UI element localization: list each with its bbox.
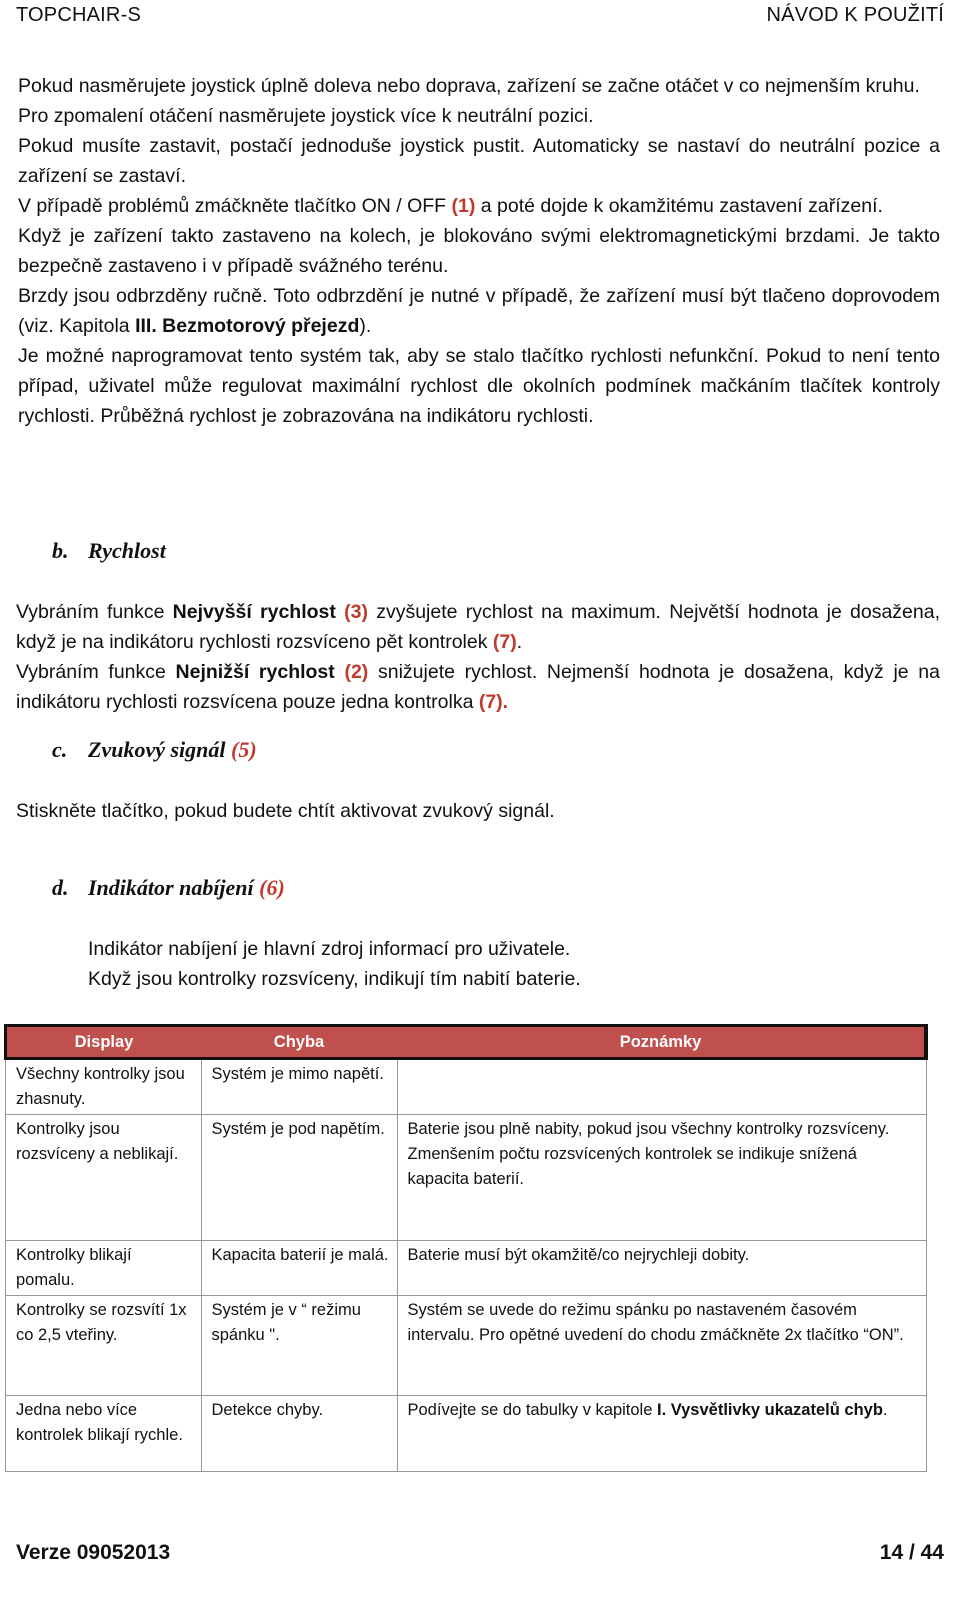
section-b-letter: b. — [52, 538, 69, 563]
header-doc-title: NÁVOD K POUŽITÍ — [766, 3, 944, 26]
section-d-title: Indikátor nabíjení — [88, 875, 260, 900]
cell-notes — [397, 1396, 926, 1472]
table-row — [6, 1059, 927, 1115]
intro-p4-text-b: a poté dojde k okamžitému zastavení zařízení. — [475, 195, 883, 217]
text: . — [516, 631, 523, 653]
lowest-speed-label: Nejnižší rychlost — [175, 661, 335, 683]
cell-error: Kapacita baterií je malá. — [201, 1241, 397, 1296]
text: zvyšujete rychlost na maximum. Největší hodnota je dosažena, když je na indikátoru rychlosti rozsvíceno pět kontrolek — [16, 601, 941, 653]
chapter-reference: III. Bezmotorový přejezd — [135, 315, 360, 337]
highest-speed-label: Nejvyšší rychlost — [172, 601, 336, 623]
note-line: Baterie jsou plně nabity, pokud jsou všechny kontrolky rozsvíceny. — [407, 1120, 890, 1138]
intro-paragraph-3: Pokud musíte zastavit, postačí jednoduše joystick pustit. Automaticky se nastaví do neutrální pozice a zařízení se zastaví. — [18, 135, 940, 187]
table-row — [6, 1396, 927, 1472]
cell-error: Systém je pod napětím. — [201, 1115, 397, 1241]
section-c-paragraph: Stiskněte tlačítko, pokud budete chtít aktivovat zvukový signál. — [16, 800, 555, 822]
cell-error: Detekce chyby. — [201, 1396, 397, 1472]
section-b-paragraph-1 — [16, 597, 940, 657]
section-d-heading — [52, 875, 285, 901]
note-line: Zmenšením počtu rozsvícených kontrolek se indikuje snížená kapacita baterií. — [407, 1145, 857, 1188]
intro-p6-text-b: ). — [359, 315, 372, 337]
table-row — [6, 1296, 927, 1396]
intro-p4-text-a: V případě problémů zmáčkněte tlačítko ON / OFF — [18, 195, 452, 217]
section-b-body — [16, 597, 940, 717]
table-header-error: Chyba — [201, 1026, 397, 1059]
section-c-heading — [52, 737, 257, 763]
intro-paragraph-6 — [18, 281, 940, 341]
text: Vybráním funkce — [16, 661, 176, 683]
ref-number-1: (1) — [451, 195, 476, 217]
header-product: TOPCHAIR-S — [16, 3, 141, 26]
cell-display: Jedna nebo více kontrolek blikají rychle. — [6, 1396, 202, 1472]
cell-error: Systém je v “ režimu spánku ". — [201, 1296, 397, 1396]
error-chapter-reference: I. Vysvětlivky ukazatelů chyb — [656, 1401, 883, 1419]
table-header-notes: Poznámky — [397, 1026, 926, 1059]
table-row — [6, 1241, 927, 1296]
cell-display: Kontrolky blikají pomalu. — [6, 1241, 202, 1296]
intro-paragraph-4 — [18, 191, 940, 221]
cell-notes: Systém se uvede do režimu spánku po nastaveném časovém intervalu. Pro opětné uvedení do chodu zmáčkněte 2x tlačítko “ON”. — [397, 1296, 926, 1396]
cell-notes: Baterie musí být okamžitě/co nejrychleji dobity. — [397, 1241, 926, 1296]
text: snižujete rychlost. Nejmenší hodnota je dosažena, když je na indikátoru rychlosti rozsvícena pouze jedna kontrolka — [16, 661, 940, 713]
charge-indicator-table — [4, 1024, 928, 1472]
intro-p6-text-a: Brzdy jsou odbrzděny ručně. Toto odbrzdění je nutné v případě, že zařízení musí být tlačeno doprovodem (viz. Kapitola — [18, 285, 940, 337]
intro-paragraph-7: Je možné naprogramovat tento systém tak, aby se stalo tlačítko rychlosti nefunkční. Pokud to není tento případ, uživatel může regulovat maximální rychlost dle okolních podmínek mačkáním tlačítek kontroly rychlosti. Průběžná rychlost je zobrazována na indikátoru rychlosti. — [18, 345, 940, 427]
ref-number-3: (3) — [344, 601, 368, 623]
ref-number-6: (6) — [259, 875, 285, 900]
cell-notes — [397, 1115, 926, 1241]
cell-error: Systém je mimo napětí. — [201, 1059, 397, 1115]
cell-display: Kontrolky jsou rozsvíceny a neblikají. — [6, 1115, 202, 1241]
section-d-line-1: Indikátor nabíjení je hlavní zdroj informací pro uživatele. — [88, 938, 571, 960]
table-row — [6, 1115, 927, 1241]
section-c-letter: c. — [52, 737, 68, 762]
intro-paragraph-2: Pro zpomalení otáčení nasměrujete joystick více k neutrální pozici. — [18, 105, 594, 127]
cell-display: Kontrolky se rozsvítí 1x co 2,5 vteřiny. — [6, 1296, 202, 1396]
table-header-display: Display — [6, 1026, 202, 1059]
page-header — [16, 2, 944, 28]
section-c-title: Zvukový signál — [88, 737, 231, 762]
section-c-body — [16, 796, 938, 826]
section-d-line-2: Když jsou kontrolky rozsvíceny, indikují tím nabití baterie. — [88, 968, 581, 990]
text: Podívejte se do tabulky v kapitole — [407, 1401, 657, 1419]
intro-section — [18, 71, 940, 431]
section-d-body — [88, 934, 581, 994]
page-footer — [16, 1538, 944, 1568]
ref-number-7b: (7). — [478, 691, 509, 713]
intro-paragraph-1: Pokud nasměrujete joystick úplně doleva nebo doprava, zařízení se začne otáčet v co nejmenším kruhu. — [18, 75, 920, 97]
text: Vybráním funkce — [16, 601, 173, 623]
intro-paragraph-5: Když je zařízení takto zastaveno na kolech, je blokováno svými elektromagnetickými brzdami. Je takto bezpečně zastaveno i v případě svážného terénu. — [18, 225, 940, 277]
ref-number-7: (7) — [492, 631, 517, 653]
table-header-row — [6, 1026, 927, 1059]
section-b-heading — [52, 538, 166, 564]
section-b-title: Rychlost — [88, 538, 166, 563]
footer-version: Verze 09052013 — [16, 1541, 171, 1564]
cell-display: Všechny kontrolky jsou zhasnuty. — [6, 1059, 202, 1115]
section-d-letter: d. — [52, 875, 69, 900]
section-b-paragraph-2 — [16, 657, 940, 717]
ref-number-2: (2) — [344, 661, 369, 683]
cell-notes — [397, 1059, 926, 1115]
ref-number-5: (5) — [231, 737, 257, 762]
footer-page-number: 14 / 44 — [879, 1541, 944, 1564]
text: . — [882, 1401, 888, 1419]
